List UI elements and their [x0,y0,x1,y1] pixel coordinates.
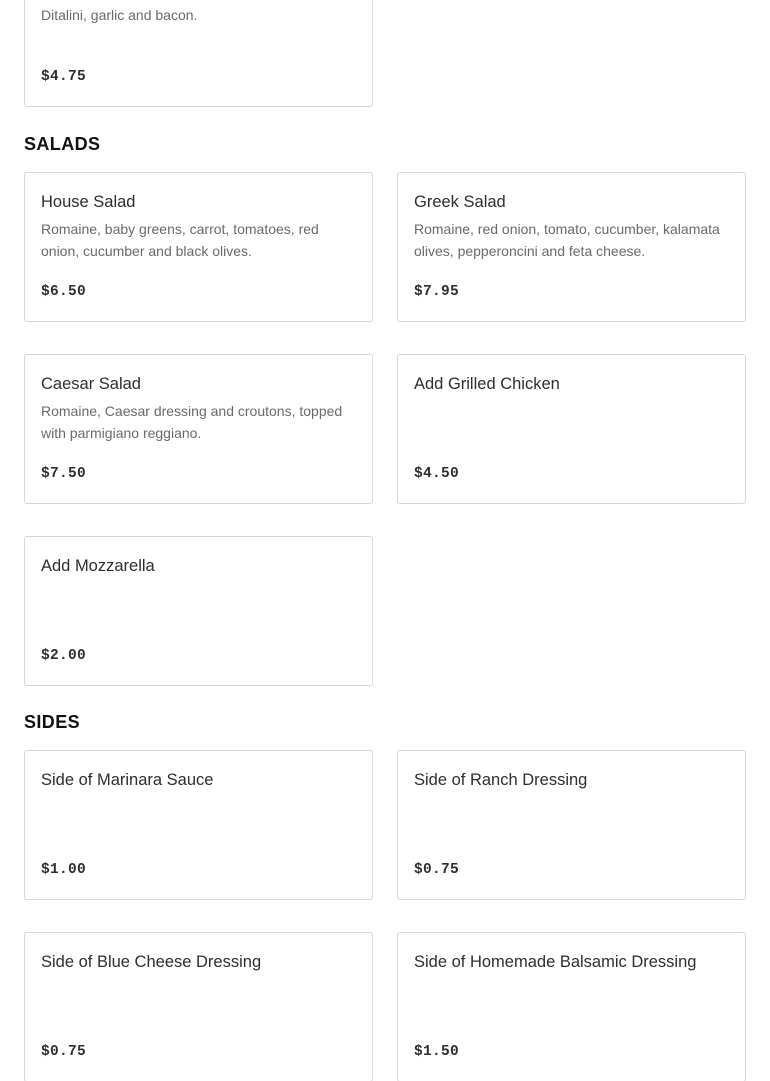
menu-item-price: $0.75 [41,1044,87,1060]
menu-item-name: House Salad [41,193,136,211]
menu-item-card[interactable] [397,354,746,504]
menu-item-name: Side of Blue Cheese Dressing [41,953,262,971]
menu-item-price: $0.75 [414,862,460,878]
section-heading-salads: SALADS [24,134,101,154]
menu-item-price: $7.50 [41,466,87,482]
menu-item-card[interactable] [24,354,373,504]
menu-item-card[interactable] [24,172,373,322]
menu-item-name: Side of Homemade Balsamic Dressing [414,953,697,971]
menu-item-description: Romaine, baby greens, carrot, tomatoes, red onion, cucumber and black olives. [41,221,319,259]
menu-item-price: $7.95 [414,284,460,300]
menu-item-name: Add Grilled Chicken [414,375,560,393]
menu-item-card[interactable] [397,172,746,322]
menu-item-name: Caesar Salad [41,375,141,393]
menu-item-name: Side of Ranch Dressing [414,771,588,789]
menu-item-card[interactable] [24,536,373,686]
menu-item-name: Greek Salad [414,193,506,211]
menu-item-card[interactable] [24,932,373,1081]
menu-item-price: $6.50 [41,284,87,300]
menu-item-name: Add Mozzarella [41,557,155,575]
menu-item-price: $4.50 [414,466,460,482]
menu-item-price: $4.75 [41,69,87,85]
menu-item-description: Romaine, red onion, tomato, cucumber, kalamata olives, pepperoncini and feta cheese. [414,221,720,259]
menu-item-name: Side of Marinara Sauce [41,771,214,789]
menu-item-card[interactable] [397,932,746,1081]
menu-item-card[interactable] [24,750,373,900]
menu-item-price: $1.00 [41,862,87,878]
menu-item-description: Romaine, Caesar dressing and croutons, topped with parmigiano reggiano. [41,403,343,441]
menu-item-card[interactable] [24,0,373,107]
menu-item-description: Ditalini, garlic and bacon. [41,7,198,23]
menu-item-price: $1.50 [414,1044,460,1060]
menu-item-card[interactable] [397,750,746,900]
section-heading-sides: SIDES [24,712,81,732]
menu-item-price: $2.00 [41,648,87,664]
